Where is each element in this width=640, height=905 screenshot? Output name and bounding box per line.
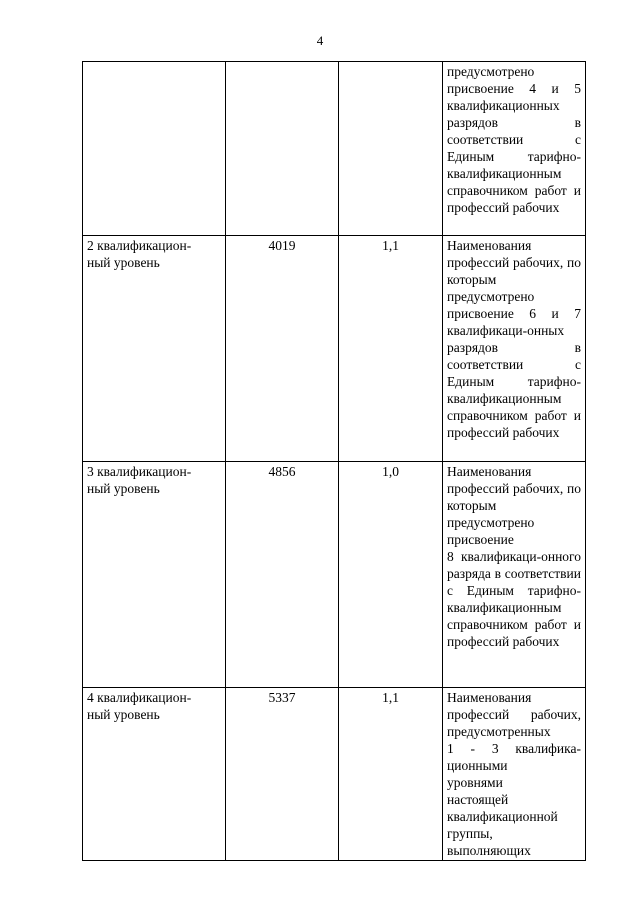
description-cell: предусмотрено присвоение 4 и 5 квалификационных разрядов в соответствии с Единым тарифно-квалификационным справочником работ и профессий рабочих xyxy=(443,62,586,236)
description-cell: Наименования профессий рабочих, по которым предусмотрено присвоение 6 и 7 квалификаци-онных разрядов в соответствии с Единым тарифно-квалификационным справочником работ и профессий рабочих xyxy=(443,236,586,462)
table-row xyxy=(83,62,586,236)
level-cell: 4 квалификацион- ный уровень xyxy=(83,688,226,861)
table-row xyxy=(83,462,586,688)
level-cell: 3 квалификацион- ный уровень xyxy=(83,462,226,688)
page-number: 4 xyxy=(316,33,324,48)
coefficient-cell: 1,0 xyxy=(339,462,443,688)
level-cell: 2 квалификацион- ный уровень xyxy=(83,236,226,462)
description-cell: Наименования профессий рабочих, по которым предусмотрено присвоение 8 квалификаци-онного разряда в соответствии с Единым тарифно-квалификационным справочником работ и профессий рабочих xyxy=(443,462,586,688)
salary-cell xyxy=(226,62,339,236)
coefficient-cell: 1,1 xyxy=(339,688,443,861)
table-row xyxy=(83,236,586,462)
coefficient-cell xyxy=(339,62,443,236)
table-row xyxy=(83,688,586,861)
salary-cell: 5337 xyxy=(226,688,339,861)
level-cell xyxy=(83,62,226,236)
salary-cell: 4019 xyxy=(226,236,339,462)
salary-cell: 4856 xyxy=(226,462,339,688)
qualification-table xyxy=(82,61,586,861)
coefficient-cell: 1,1 xyxy=(339,236,443,462)
description-cell: Наименования профессий рабочих, предусмотренных 1 - 3 квалифика-ционными уровнями настоящей квалификационной группы, выполняющих xyxy=(443,688,586,861)
